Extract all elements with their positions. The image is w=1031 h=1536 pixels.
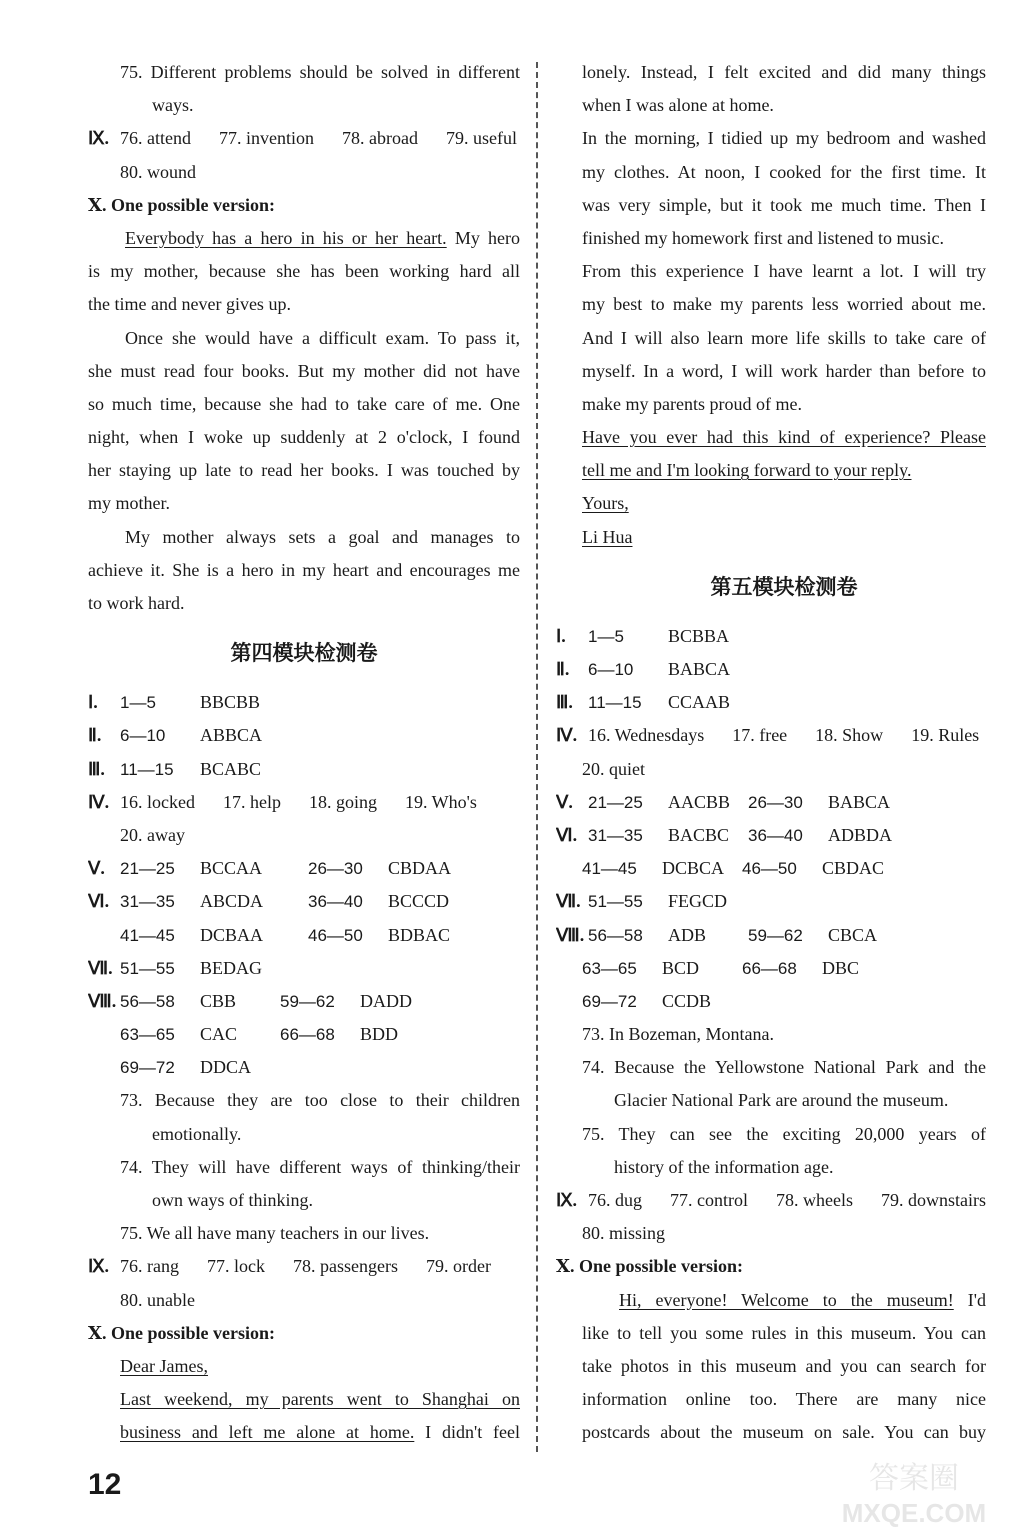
essay-line: she must read four books. But my mother did not have <box>88 360 520 381</box>
m4-section-ix-cont: 80. unable <box>120 1289 195 1310</box>
m4-section-v: Ⅴ. 21—25 BCCAA 26—30 CBDAA <box>88 858 452 879</box>
m4-section-iii: Ⅲ. 11—15 BCABC <box>88 758 262 779</box>
m5-section-ii: Ⅱ. 6—10 BABCA <box>556 659 731 679</box>
m5-section-vi: Ⅵ. 31—35 BACBC 36—40 ADBDA <box>556 824 893 845</box>
m4-section-x-heading: Ⅹ. One possible version: <box>88 1322 275 1343</box>
m4-section-ii: Ⅱ. 6—10 ABBCA <box>88 725 263 746</box>
m5-answer-74: 74. Because the Yellowstone National Park and the <box>582 1057 986 1078</box>
module5-title: 第五模块检测卷 <box>710 574 858 599</box>
m5-section-viii-cont: 63—65 BCD 66—68 DBC <box>582 957 860 978</box>
m4-answer-74-cont: own ways of thinking. <box>152 1190 313 1210</box>
m5-section-i: Ⅰ. 1—5 BCBBA <box>556 625 730 646</box>
m4-answer-73-cont: emotionally. <box>152 1123 242 1144</box>
section-ix-answers-cont: 80. wound <box>120 161 196 182</box>
essay-line: Everybody has a hero in his or her heart. My hero <box>125 227 520 248</box>
m4-section-i: Ⅰ. 1—5 BBCBB <box>88 692 261 713</box>
essay-line: Once she would have a difficult exam. To pass it, <box>125 327 520 348</box>
column-divider <box>536 62 538 1452</box>
essay-line: My mother always sets a goal and manages to <box>125 526 520 547</box>
right-column <box>556 56 986 1450</box>
m4-letter-line: Last weekend, my parents went to Shanghai on <box>120 1389 520 1410</box>
answer-75: 75. Different problems should be solved in different <box>120 62 520 82</box>
m5-essay-line: like to tell you some rules in this museum. You can <box>582 1322 986 1343</box>
m5-section-viii-cont: 69—72 CCDB <box>582 990 712 1011</box>
m5-section-vi-cont: 41—45 DCBCA 46—50 CBDAC <box>582 858 885 879</box>
left-column <box>88 56 520 1450</box>
letter-line: myself. In a word, I will work harder than before to <box>582 360 986 381</box>
m4-section-iv-cont: 20. away <box>120 824 185 845</box>
letter-line: when I was alone at home. <box>582 95 774 116</box>
m5-section-vii: Ⅶ. 51—55 FEGCD <box>556 891 728 912</box>
letter-line: lonely. Instead, I felt excited and did many things <box>582 62 986 82</box>
m4-answer-74: 74. They will have different ways of thinking/their <box>120 1156 520 1177</box>
essay-line: my mother. <box>88 493 170 514</box>
essay-line: the time and never gives up. <box>88 294 291 315</box>
section-ix-answers: Ⅸ. 76. attend 77. invention 78. abroad 79. useful <box>88 128 517 149</box>
m4-answer-75: 75. We all have many teachers in our lives. <box>120 1223 430 1244</box>
m5-section-iv: Ⅳ. 16. Wednesdays 17. free 18. Show 19. Rules <box>556 725 980 746</box>
letter-line: And I will also learn more life skills to take care of <box>582 327 986 348</box>
essay-line: night, when I woke up suddenly at 2 o'clock, I found <box>88 427 520 448</box>
essay-line: so much time, because she had to take care of me. One <box>88 393 520 414</box>
m4-letter-greeting: Dear James, <box>120 1355 208 1376</box>
m4-section-vii: Ⅶ. 51—55 BEDAG <box>88 957 262 978</box>
watermark-url: MXQE.COM <box>841 1498 987 1528</box>
m5-section-viii: Ⅷ. 56—58 ADB 59—62 CBCA <box>556 924 878 945</box>
m5-section-v: Ⅴ. 21—25 AACBB 26—30 BABCA <box>556 791 891 812</box>
page-number: 12 <box>88 1468 122 1501</box>
m4-answer-73: 73. Because they are too close to their children <box>120 1090 520 1111</box>
m5-answer-75-cont: history of the information age. <box>614 1156 834 1177</box>
letter-line: tell me and I'm looking forward to your reply. <box>582 460 912 481</box>
m5-answer-75: 75. They can see the exciting 20,000 years of <box>582 1123 986 1144</box>
m5-section-iv-cont: 20. quiet <box>582 758 645 779</box>
m5-section-ix: Ⅸ. 76. dug 77. control 78. wheels 79. downstairs <box>556 1190 986 1210</box>
essay-line: achieve it. She is a hero in my heart and encourages me <box>88 559 520 580</box>
m4-section-viii: Ⅷ. 56—58 CBB 59—62 DADD <box>88 990 412 1011</box>
letter-signature: Li Hua <box>582 526 633 547</box>
module4-title: 第四模块检测卷 <box>230 641 378 666</box>
m4-section-ix: Ⅸ. 76. rang 77. lock 78. passengers 79. order <box>88 1256 491 1277</box>
m4-section-viii-cont: 63—65 CAC 66—68 BDD <box>120 1024 399 1045</box>
m4-section-viii-cont: 69—72 DDCA <box>120 1057 252 1078</box>
watermark-logo <box>809 1456 1019 1530</box>
watermark-title: 答案圈 <box>869 1461 959 1496</box>
letter-line: Have you ever had this kind of experience? Please <box>582 427 986 448</box>
letter-line: make my parents proud of me. <box>582 393 802 414</box>
section-x-heading: Ⅹ. One possible version: <box>88 194 275 215</box>
letter-line: finished my homework first and listened to music. <box>582 227 944 248</box>
m5-answer-73: 73. In Bozeman, Montana. <box>582 1024 774 1045</box>
letter-closing: Yours, <box>582 493 629 514</box>
m4-section-iv: Ⅳ. 16. locked 17. help 18. going 19. Who's <box>88 791 477 812</box>
letter-line: was very simple, but it took me much time. Then I <box>582 194 986 215</box>
letter-line: In the morning, I tidied up my bedroom and washed <box>582 128 986 149</box>
m5-essay-line: information online too. There are many nice <box>582 1389 986 1410</box>
m5-essay-line: take photos in this museum and you can search for <box>582 1355 986 1376</box>
m5-section-iii: Ⅲ. 11—15 CCAAB <box>556 692 731 713</box>
m5-section-ix-cont: 80. missing <box>582 1223 666 1244</box>
letter-line: my clothes. At noon, I cooked for the first time. It <box>582 161 986 182</box>
answer-75-cont: ways. <box>152 95 194 116</box>
m5-answer-74-cont: Glacier National Park are around the museum. <box>614 1090 949 1111</box>
essay-line: her staying up late to read her books. I was touched by <box>88 460 520 481</box>
letter-line: my best to make my parents less worried about me. <box>582 294 986 315</box>
m4-letter-line: business and left me alone at home. I didn't feel <box>120 1422 520 1443</box>
m4-section-vi-cont: 41—45 DCBAA 46—50 BDBAC <box>120 924 451 945</box>
essay-line: to work hard. <box>88 593 185 613</box>
m5-essay-line: Hi, everyone! Welcome to the museum! I'd <box>619 1289 986 1310</box>
letter-line: From this experience I have learnt a lot. I will try <box>582 261 986 282</box>
m5-section-x-heading: Ⅹ. One possible version: <box>556 1256 743 1277</box>
m4-section-vi: Ⅵ. 31—35 ABCDA 36—40 BCCCD <box>88 891 450 912</box>
m5-essay-line: postcards about the museum on sale. You can buy <box>582 1422 986 1443</box>
essay-line: is my mother, because she has been working hard all <box>88 261 520 282</box>
